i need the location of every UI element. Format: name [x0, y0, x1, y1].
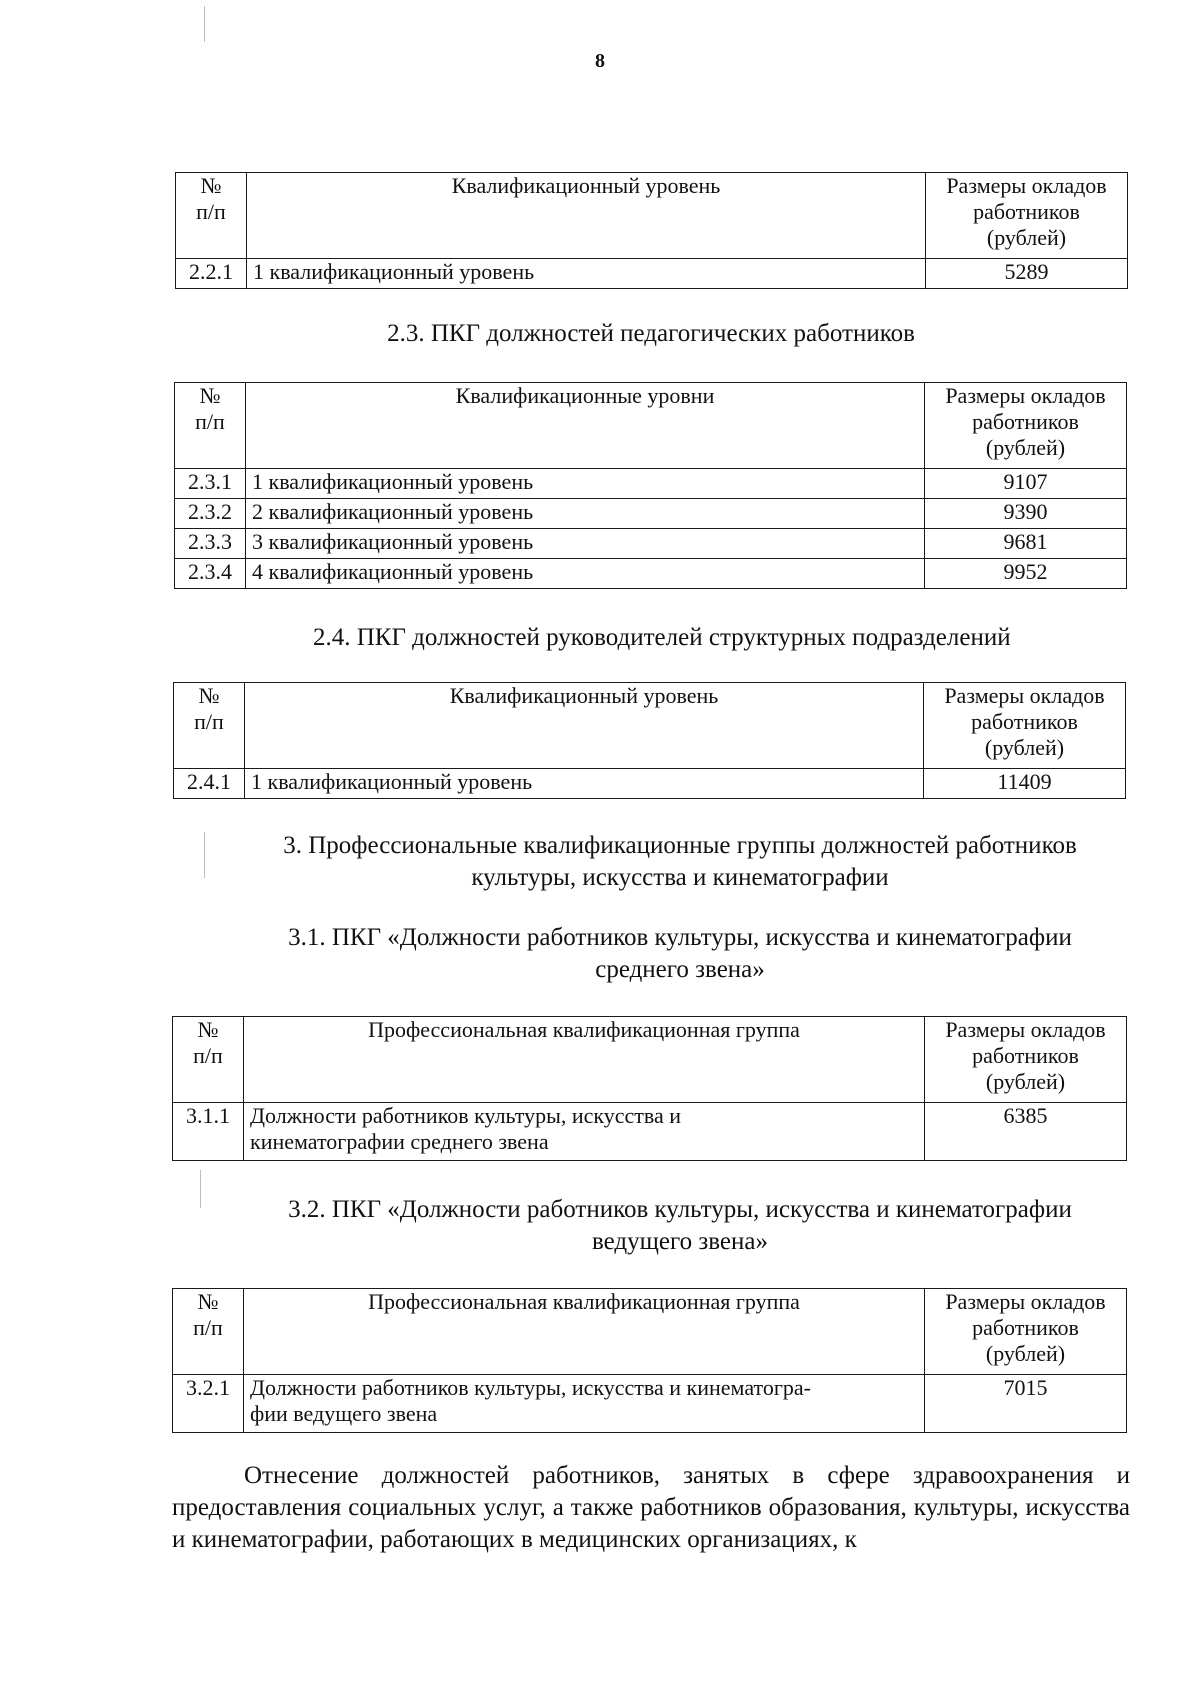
table-header-row [173, 1289, 1127, 1375]
row-value: 7015 [925, 1375, 1127, 1433]
row-num: 2.4.1 [174, 769, 245, 799]
row-value: 11409 [924, 769, 1126, 799]
row-num: 2.3.3 [175, 529, 246, 559]
header-salary-line: (рублей) [984, 735, 1065, 760]
header-salary-line: работников [972, 1315, 1079, 1340]
header-num [175, 383, 246, 469]
table-culture-middle [172, 1016, 1127, 1161]
table-row [175, 529, 1127, 559]
header-num-line: п/п [193, 1315, 223, 1340]
table-heads-of-units [173, 682, 1126, 799]
section-3-2-title-line: ведущего звена» [592, 1228, 768, 1255]
section-3-title-line: культуры, искусства и кинематографии [471, 864, 889, 891]
header-num [176, 173, 247, 259]
row-name [244, 1375, 925, 1433]
header-num-line: № [197, 1289, 219, 1314]
row-name: 1 квалификационный уровень [245, 769, 924, 799]
header-num-line: п/п [193, 1043, 223, 1068]
section-3-1-title-line: 3.1. ПКГ «Должности работников культуры, искусства и кинематографии [288, 924, 1072, 951]
row-num: 3.1.1 [173, 1103, 244, 1161]
header-salary-line: (рублей) [986, 225, 1067, 250]
header-num-line: № [199, 383, 221, 408]
row-name-line: фии ведущего звена [250, 1401, 438, 1426]
header-title: Профессиональная квалификационная группа [244, 1017, 925, 1103]
section-3-1-title [200, 922, 1160, 986]
row-value: 9107 [925, 469, 1127, 499]
row-value: 6385 [925, 1103, 1127, 1161]
section-3-2-title-line: 3.2. ПКГ «Должности работников культуры, искусства и кинематографии [288, 1196, 1072, 1223]
section-3-1-title-line: среднего звена» [595, 956, 765, 983]
table-row [175, 499, 1127, 529]
table-header-row [174, 683, 1126, 769]
header-salary-line: Размеры окладов [945, 1017, 1106, 1042]
section-2-3-title: 2.3. ПКГ должностей педагогических работников [387, 320, 915, 347]
section-3-title [200, 830, 1160, 894]
header-salary-line: Размеры окладов [945, 1289, 1106, 1314]
table-row [175, 559, 1127, 589]
header-num-line: № [198, 683, 220, 708]
table-pedagogical [174, 382, 1127, 589]
header-salary-line: Размеры окладов [946, 173, 1107, 198]
row-num: 2.2.1 [176, 259, 247, 289]
section-2-4-title: 2.4. ПКГ должностей руководителей структурных подразделений [313, 624, 1011, 651]
row-name: 1 квалификационный уровень [246, 469, 925, 499]
row-num: 2.3.1 [175, 469, 246, 499]
header-salary [926, 173, 1128, 259]
table-header-row [173, 1017, 1127, 1103]
row-name: 4 квалификационный уровень [246, 559, 925, 589]
closing-paragraph: Отнесение должностей работников, занятых в сфере здравоохранения и предоставления социальных услуг, а также работников образования, культуры, искусства и кинематографии, работающих в медицинских организациях, к [172, 1462, 1130, 1553]
header-num-line: № [197, 1017, 219, 1042]
section-3-title-line: 3. Профессиональные квалификационные группы должностей работников [283, 832, 1077, 859]
row-num: 3.2.1 [173, 1375, 244, 1433]
header-title: Квалификационные уровни [246, 383, 925, 469]
header-salary-line: (рублей) [985, 1341, 1066, 1366]
row-name-line: кинематографии среднего звена [250, 1129, 549, 1154]
header-title: Квалификационный уровень [245, 683, 924, 769]
header-num-line: п/п [195, 409, 225, 434]
header-num [174, 683, 245, 769]
table-header-row [175, 383, 1127, 469]
table-row [173, 1375, 1127, 1433]
row-value: 9952 [925, 559, 1127, 589]
table-row [174, 769, 1126, 799]
row-name: 1 квалификационный уровень [247, 259, 926, 289]
table-qualification-2-2 [175, 172, 1128, 289]
section-3-2-title [200, 1194, 1160, 1258]
header-salary [924, 683, 1126, 769]
row-name: 2 квалификационный уровень [246, 499, 925, 529]
page-number: 8 [595, 50, 605, 72]
header-salary-line: работников [971, 709, 1078, 734]
header-salary-line: (рублей) [985, 1069, 1066, 1094]
header-salary-line: Размеры окладов [945, 383, 1106, 408]
table-row [175, 469, 1127, 499]
row-value: 9390 [925, 499, 1127, 529]
header-title: Квалификационный уровень [247, 173, 926, 259]
header-num-line: п/п [196, 199, 226, 224]
row-name-line: Должности работников культуры, искусства и кинематогра- [250, 1375, 811, 1400]
header-num-line: п/п [194, 709, 224, 734]
table-row [176, 259, 1128, 289]
row-num: 2.3.2 [175, 499, 246, 529]
table-header-row [176, 173, 1128, 259]
header-salary [925, 1017, 1127, 1103]
row-num: 2.3.4 [175, 559, 246, 589]
row-name [244, 1103, 925, 1161]
header-salary-line: работников [972, 1043, 1079, 1068]
header-title: Профессиональная квалификационная группа [244, 1289, 925, 1375]
header-salary-line: (рублей) [985, 435, 1066, 460]
header-salary [925, 1289, 1127, 1375]
header-num [173, 1289, 244, 1375]
header-num [173, 1017, 244, 1103]
header-salary-line: работников [973, 199, 1080, 224]
scan-margin-mark [204, 6, 205, 42]
row-value: 5289 [926, 259, 1128, 289]
table-row [173, 1103, 1127, 1161]
row-name-line: Должности работников культуры, искусства и [250, 1103, 682, 1128]
header-salary-line: Размеры окладов [944, 683, 1105, 708]
row-name: 3 квалификационный уровень [246, 529, 925, 559]
header-salary-line: работников [972, 409, 1079, 434]
table-culture-leading [172, 1288, 1127, 1433]
header-num-line: № [200, 173, 222, 198]
row-value: 9681 [925, 529, 1127, 559]
header-salary [925, 383, 1127, 469]
